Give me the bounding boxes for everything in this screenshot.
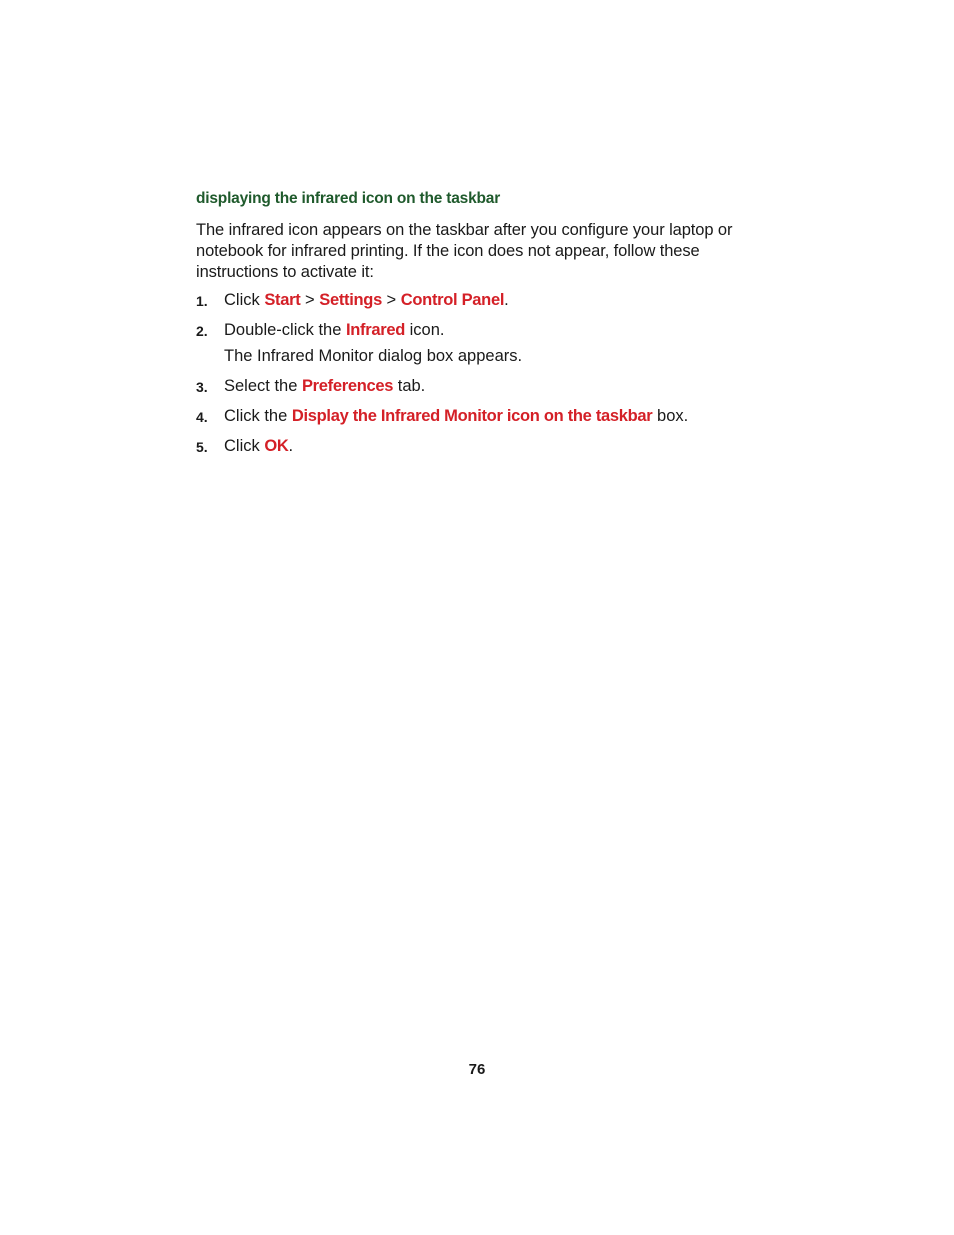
- step-text: Click: [224, 437, 265, 455]
- intro-paragraph: The infrared icon appears on the taskbar after you configure your laptop or notebook for infrared printing. If the icon does not appear, follow these instructions to activate it:: [196, 221, 733, 281]
- step-1: [196, 290, 796, 311]
- step-text: box.: [652, 407, 689, 425]
- step-number: 1.: [196, 293, 208, 309]
- step-text: Click: [224, 291, 265, 309]
- step-note: The Infrared Monitor dialog box appears.: [224, 347, 523, 365]
- step-text: Select the: [224, 377, 302, 395]
- step-text: .: [504, 291, 509, 309]
- page-number: 76: [468, 1061, 486, 1078]
- settings-keyword: Settings: [319, 291, 382, 309]
- step-text: >: [300, 291, 320, 309]
- step-2: [196, 320, 796, 367]
- step-text: Click the: [224, 407, 292, 425]
- start-keyword: Start: [264, 291, 301, 309]
- section-heading: displaying the infrared icon on the taskbar: [196, 190, 501, 207]
- preferences-keyword: Preferences: [301, 377, 394, 395]
- step-text: >: [381, 291, 401, 309]
- step-number: 2.: [196, 323, 208, 339]
- step-text: tab.: [393, 377, 426, 395]
- step-3: [196, 376, 796, 397]
- instruction-steps: [196, 290, 796, 466]
- ok-keyword: OK: [264, 437, 289, 455]
- step-number: 5.: [196, 439, 208, 455]
- step-number: 3.: [196, 379, 208, 395]
- step-text: .: [288, 437, 294, 455]
- step-5: [196, 436, 796, 457]
- control-panel-keyword: Control Panel: [400, 291, 505, 309]
- step-number: 4.: [196, 409, 208, 425]
- step-text: Double-click the: [224, 321, 346, 339]
- step-text: icon.: [405, 321, 445, 339]
- infrared-keyword: Infrared: [345, 321, 406, 339]
- step-4: [196, 406, 796, 427]
- display-icon-checkbox-keyword: Display the Infrared Monitor icon on the taskbar: [291, 407, 653, 425]
